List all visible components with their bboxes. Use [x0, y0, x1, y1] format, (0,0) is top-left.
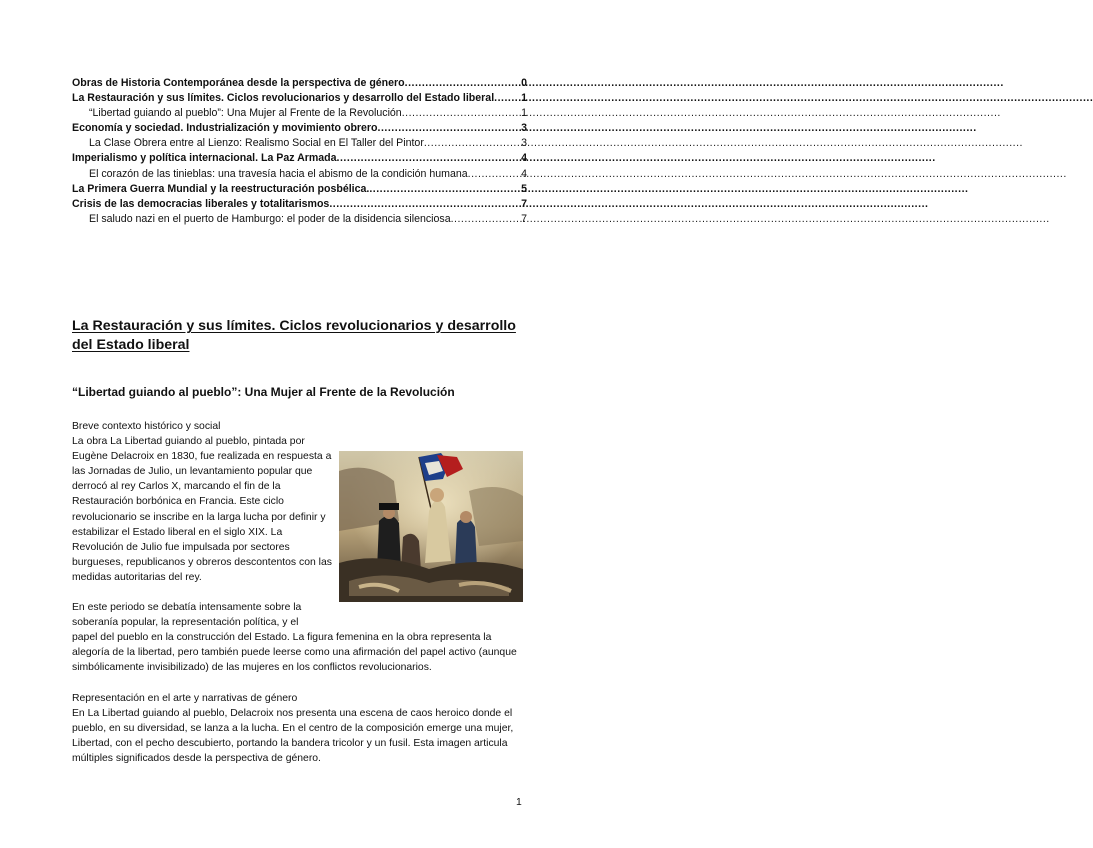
toc-entry[interactable]: [72, 197, 527, 212]
toc-entry-page: 0: [521, 77, 527, 89]
toc-entry-title: Crisis de las democracias liberales y totalitarismos: [72, 197, 330, 210]
toc-entry-page: 3: [521, 137, 527, 150]
toc-entry-page: 7: [521, 212, 527, 225]
paragraph-subtitle: Representación en el arte y narrativas de género: [72, 692, 298, 704]
section-heading: La Restauración y sus límites. Ciclos revolucionarios y desarrollo del Estado liberal: [72, 318, 516, 353]
paragraph: La obra La Libertad guiando al pueblo, pintada por Eugène Delacroix en 1830, fue realizada en respuesta a las Jornadas de Julio, un levantamiento popular que derrocó al rey Carlos X, marcando el fin de la Restauración borbónica en Francia. Este ciclo revolucionario se inscribe en la larga lucha por definir y estabilizar el Estado liberal en el siglo XIX. La Revolución de Julio fue impulsada por sectores burgueses, republicanos y obreros descontentos con las medidas autoritarias del rey.: [72, 436, 332, 583]
paragraph: En este periodo se debatía intensamente sobre la soberanía popular, la representación política, y el: [72, 602, 302, 629]
toc-entry-page: 1: [521, 107, 527, 120]
toc-entry-title: La Primera Guerra Mundial y la reestructuración posbélica.: [72, 182, 370, 195]
toc-entry-title: La Clase Obrera entre al Lienzo: Realismo Social en El Taller del Pintor: [89, 137, 424, 150]
toc-entry-title: Economía y sociedad. Industrialización y movimiento obrero: [72, 122, 378, 135]
liberty-leading-the-people-painting: [339, 451, 523, 602]
toc-entry[interactable]: [72, 151, 527, 166]
toc-entry[interactable]: [72, 121, 527, 136]
toc-entry-page: 3: [521, 122, 527, 135]
subsection-heading: “Libertad guiando al pueblo”: Una Mujer al Frente de la Revolución: [72, 385, 455, 399]
toc-entry[interactable]: [72, 136, 527, 151]
toc-entry[interactable]: [72, 76, 527, 91]
toc-entry-page: 4: [521, 152, 527, 165]
toc-entry-title: El saludo nazi en el puerto de Hamburgo: el poder de la disidencia silenciosa: [89, 212, 451, 225]
toc-entry-title: Obras de Historia Contemporánea desde la perspectiva de género: [72, 77, 405, 89]
paragraph: papel del pueblo en la construcción del Estado. La figura femenina en la obra representa la alegoría de la libertad, pero también puede leerse como una afirmación del papel activo (aunque simbólicamente invisibilizado) de las mujeres en los conflictos revolucionarios.: [72, 632, 517, 674]
toc-entry-title: Imperialismo y política internacional. La Paz Armada: [72, 152, 337, 165]
toc-entry-page: 5: [521, 182, 527, 195]
toc-entry-page: 1: [521, 92, 527, 105]
toc-entry[interactable]: [72, 91, 527, 106]
toc-entry[interactable]: [72, 167, 527, 182]
toc-entry-page: 7: [521, 197, 527, 210]
toc-entry[interactable]: [72, 212, 527, 227]
table-of-contents: [72, 76, 527, 227]
toc-entry[interactable]: [72, 182, 527, 197]
toc-entry-title: La Restauración y sus límites. Ciclos revolucionarios y desarrollo del Estado liberal: [72, 92, 495, 105]
toc-entry-page: 4: [521, 167, 527, 180]
toc-entry-title: El corazón de las tinieblas: una travesía hacia el abismo de la condición humana: [89, 167, 468, 180]
paragraph: En La Libertad guiando al pueblo, Delacroix nos presenta una escena de caos heroico donde el pueblo, en su diversidad, se lanza a la lucha. En el centro de la composición emerge una mujer, Libertad, con el pecho descubierto, portando la bandera tricolor y un fusil. Esta imagen articula múltiples significados desde la perspectiva de género.: [72, 707, 514, 764]
toc-entry[interactable]: [72, 106, 527, 121]
paragraph-subtitle: Breve contexto histórico y social: [72, 421, 221, 432]
toc-entry-title: “Libertad guiando al pueblo”: Una Mujer al Frente de la Revolución: [89, 107, 402, 120]
page-number: 1: [516, 797, 522, 808]
